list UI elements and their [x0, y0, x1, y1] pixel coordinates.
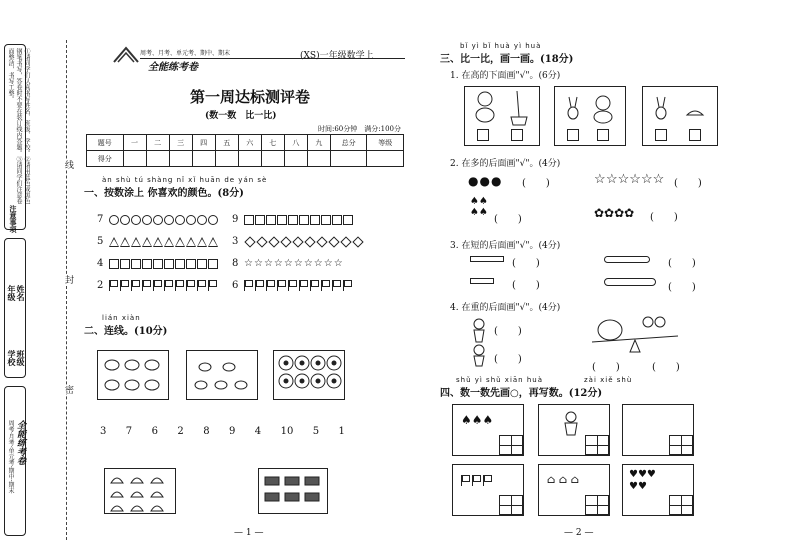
star-shape[interactable]: ☆: [333, 257, 343, 269]
pear-icon: ♠♠♠: [461, 413, 494, 427]
q1-shape-group[interactable]: [109, 237, 219, 247]
flag-shape[interactable]: [164, 280, 173, 291]
q1-shape-group[interactable]: [244, 238, 364, 246]
q1-row-3: [232, 236, 364, 247]
score-cell[interactable]: [192, 151, 215, 167]
diamond-shape[interactable]: [256, 236, 267, 247]
square-shape[interactable]: [153, 259, 163, 269]
answer-paren[interactable]: ( ): [650, 212, 678, 223]
apples-row-icon: ●●●: [468, 174, 503, 188]
diamond-shape[interactable]: [340, 236, 351, 247]
q1-row-9: [232, 214, 354, 225]
square-shape[interactable]: [142, 259, 152, 269]
score-table-head: [87, 135, 404, 151]
diamond-shape[interactable]: [352, 236, 363, 247]
score-cell[interactable]: [261, 151, 284, 167]
header-logo-icon: [112, 44, 140, 64]
page-title: 第一周达标测评卷: [190, 88, 311, 106]
flag-shape[interactable]: [208, 280, 217, 291]
score-cell[interactable]: [215, 151, 238, 167]
triangle-shape[interactable]: [164, 237, 174, 247]
answer-box[interactable]: [567, 129, 579, 141]
q2-numbers: [100, 426, 345, 437]
stars-row-icon: ☆☆☆☆☆: [606, 172, 665, 187]
q2-title: 二、连线。(10分): [84, 326, 168, 337]
triangle-shape[interactable]: [208, 237, 218, 247]
child-seesaw-icon: [470, 318, 488, 368]
diamond-shape[interactable]: [328, 236, 339, 247]
blank-count-box: [622, 404, 694, 456]
cap-picture-box: [104, 468, 176, 514]
header-grade: (XS)一年级数学上: [300, 51, 374, 61]
star-shape[interactable]: ☆: [313, 257, 323, 269]
score-cell[interactable]: [238, 151, 261, 167]
name-label: 姓名: [16, 285, 26, 301]
flag-shape[interactable]: [131, 280, 140, 291]
score-head-cell: 题号: [87, 135, 124, 151]
q1-shape-group[interactable]: [244, 259, 344, 269]
q1-pinyin: àn shù tú shàng nǐ xǐ huān de yán sè: [102, 176, 268, 184]
mushroom-count-box: [538, 464, 610, 516]
circle-shape[interactable]: [142, 215, 152, 225]
answer-box[interactable]: [689, 129, 701, 141]
star-shape[interactable]: ☆: [273, 257, 283, 269]
binding-sidebar: [0, 0, 78, 550]
q1-shape-group[interactable]: [109, 280, 219, 291]
circle-shape[interactable]: [164, 215, 174, 225]
flag-shape[interactable]: [142, 280, 151, 291]
q1-row-number: 6: [232, 280, 239, 291]
q3-sub4: 4. 在重的后面画"√"。(4分): [450, 303, 561, 313]
q1-row-5: [97, 236, 219, 247]
strawberry-icon: ♥♥♥ ♥♥: [629, 469, 656, 492]
answer-paren[interactable]: ( ): [494, 326, 522, 337]
soccer-ball-picture-box: [273, 350, 345, 400]
balance-scale-icon: [590, 312, 680, 356]
q1-row-number: 8: [232, 258, 239, 269]
square-shape[interactable]: [321, 215, 331, 225]
q1-row-6: [232, 280, 354, 291]
q1-title: 一、按数涂上 你喜欢的颜色。(8分): [84, 188, 244, 199]
q1-shape-group[interactable]: [244, 215, 354, 225]
square-shape[interactable]: [277, 215, 287, 225]
score-cell[interactable]: [146, 151, 169, 167]
score-head-cell: 九: [307, 135, 330, 151]
answer-paren[interactable]: ( ): [674, 178, 702, 189]
diamond-shape[interactable]: [268, 236, 279, 247]
circle-shape[interactable]: [197, 215, 207, 225]
seal-secret-label: 密: [63, 385, 73, 394]
score-head-cell: 六: [238, 135, 261, 151]
triangle-shape[interactable]: [153, 237, 163, 247]
exam-time: 时间:60分钟 满分:100分: [318, 125, 401, 133]
square-shape[interactable]: [332, 215, 342, 225]
pencil-long-icon: [470, 256, 504, 262]
q2-number[interactable]: 1: [338, 426, 345, 437]
girl-count-box: [538, 404, 610, 456]
square-shape[interactable]: [131, 259, 141, 269]
q4-pinyin-2: zài xiě shù: [584, 376, 633, 384]
score-cell[interactable]: [169, 151, 192, 167]
answer-box[interactable]: [477, 129, 489, 141]
circle-shape[interactable]: [208, 215, 218, 225]
score-head-cell: 一: [123, 135, 146, 151]
score-head-cell: 七: [261, 135, 284, 151]
answer-paren[interactable]: ( ): [494, 214, 522, 225]
star-shape[interactable]: ☆: [293, 257, 303, 269]
q1-row-7: [97, 214, 219, 225]
q1-row-number: 7: [97, 214, 104, 225]
q2-number[interactable]: 10: [280, 426, 294, 437]
score-head-cell: 总分: [330, 135, 367, 151]
score-cell[interactable]: [284, 151, 307, 167]
star-shape[interactable]: ☆: [323, 257, 333, 269]
circle-shape[interactable]: [175, 215, 185, 225]
circle-shape[interactable]: [120, 215, 130, 225]
q1-row-number: 2: [97, 280, 104, 291]
chocolate-picture-box: [258, 468, 328, 514]
binding-line: [66, 40, 67, 540]
score-head-cell: 等级: [367, 135, 404, 151]
answer-box[interactable]: [511, 129, 523, 141]
pencil-short-icon: [470, 278, 494, 284]
score-table-row: [87, 151, 404, 167]
q1-shape-group[interactable]: [109, 259, 219, 269]
answer-paren[interactable]: ( ): [522, 178, 550, 189]
flag-shape[interactable]: [197, 280, 206, 291]
bear-giraffe-box: [464, 86, 540, 146]
triangle-shape[interactable]: [120, 237, 130, 247]
answer-paren[interactable]: ( ): [512, 280, 540, 291]
school-label: 学校: [7, 350, 17, 366]
flag-shape[interactable]: [175, 280, 184, 291]
square-shape[interactable]: [109, 259, 119, 269]
flag-shape[interactable]: [343, 280, 352, 291]
answer-grid[interactable]: [669, 435, 693, 455]
q3-pinyin: bǐ yì bǐ huà yì huà: [460, 42, 542, 50]
strawberry-count-box: [622, 464, 694, 516]
star-shape[interactable]: ☆: [283, 257, 293, 269]
note-label: 注意事项: [9, 205, 18, 233]
diamond-shape[interactable]: [280, 236, 291, 247]
q3-title: 三、比一比，画一画。(18分): [440, 54, 574, 65]
seal-line-label: 线: [63, 160, 73, 169]
duck-picture-box: [186, 350, 258, 400]
q1-row-number: 3: [232, 236, 239, 247]
flag-shape[interactable]: [153, 280, 162, 291]
star-shape[interactable]: ☆: [263, 257, 273, 269]
square-shape[interactable]: [299, 215, 309, 225]
circle-shape[interactable]: [186, 215, 196, 225]
q2-number[interactable]: 4: [254, 426, 262, 437]
score-head-cell: 三: [169, 135, 192, 151]
flag-shape[interactable]: [109, 280, 118, 291]
triangle-shape[interactable]: [175, 237, 185, 247]
flag-shape[interactable]: [299, 280, 308, 291]
sidebar-brand-sub: 周考·月考·单元考·期中·期末: [7, 420, 14, 494]
rabbit-bird-box: [642, 86, 718, 146]
flag-shape[interactable]: [332, 280, 341, 291]
square-shape[interactable]: [244, 215, 254, 225]
mushroom-icon: ⌂ ⌂ ⌂: [547, 473, 580, 486]
diamond-shape[interactable]: [244, 236, 255, 247]
stars-row-icon: ☆: [594, 172, 606, 187]
square-shape[interactable]: [255, 215, 265, 225]
square-shape[interactable]: [266, 215, 276, 225]
triangle-shape[interactable]: [142, 237, 152, 247]
q2-number[interactable]: 6: [151, 426, 158, 437]
triangle-shape[interactable]: [197, 237, 207, 247]
header-rule: [140, 58, 405, 59]
grade-label: 年级: [7, 285, 17, 301]
q3-sub3: 3. 在短的后面画"√"。(4分): [450, 241, 561, 251]
score-head-cell: 四: [192, 135, 215, 151]
class-label: 班级: [16, 350, 26, 366]
q1-row-8: [232, 258, 344, 269]
score-table: [86, 134, 404, 167]
elephant-picture-box: [97, 350, 169, 400]
flag-count-box: [452, 464, 524, 516]
q2-number[interactable]: 3: [100, 426, 107, 437]
flag-icon: [461, 475, 494, 486]
seal-seal-label: 封: [63, 275, 73, 284]
answer-grid[interactable]: [499, 435, 523, 455]
q3-sub1: 1. 在高的下面画"√"。(6分): [450, 71, 561, 81]
answer-grid[interactable]: [499, 495, 523, 515]
triangle-shape[interactable]: [186, 237, 196, 247]
q4-pinyin-1: shǔ yì shǔ xiān huà: [456, 376, 544, 384]
circle-shape[interactable]: [153, 215, 163, 225]
flag-shape[interactable]: [288, 280, 297, 291]
q1-row-number: 9: [232, 214, 239, 225]
flag-shape[interactable]: [244, 280, 253, 291]
answer-paren[interactable]: ( ): [652, 362, 680, 373]
answer-grid[interactable]: [669, 495, 693, 515]
score-head-cell: 二: [146, 135, 169, 151]
square-shape[interactable]: [164, 259, 174, 269]
score-head-cell: 八: [284, 135, 307, 151]
circle-shape[interactable]: [109, 215, 119, 225]
circle-shape[interactable]: [131, 215, 141, 225]
score-head-cell: 五: [215, 135, 238, 151]
sidebar-brand: 全能练考卷: [15, 420, 25, 465]
q2-number[interactable]: 5: [312, 426, 320, 437]
answer-paren[interactable]: ( ): [592, 362, 620, 373]
answer-paren[interactable]: ( ): [668, 282, 696, 293]
score-row-label: 得分: [87, 151, 124, 167]
q1-row-number: 4: [97, 258, 104, 269]
answer-grid[interactable]: [585, 495, 609, 515]
flag-shape[interactable]: [266, 280, 275, 291]
page-number-left: — 1 —: [234, 528, 264, 538]
flag-shape[interactable]: [120, 280, 129, 291]
flag-shape[interactable]: [277, 280, 286, 291]
q1-shape-group[interactable]: [109, 215, 219, 225]
bitter-melon-icon: [604, 278, 656, 286]
square-shape[interactable]: [310, 215, 320, 225]
cucumber-icon: [604, 256, 650, 263]
q2-number[interactable]: 8: [203, 426, 210, 437]
flag-shape[interactable]: [255, 280, 264, 291]
q1-row-4: [97, 258, 219, 269]
q1-shape-group[interactable]: [244, 280, 354, 291]
diamond-shape[interactable]: [304, 236, 315, 247]
header-tagline: 周考、月考、单元考、期中、期末: [140, 50, 231, 57]
score-cell[interactable]: [367, 151, 404, 167]
answer-box[interactable]: [597, 129, 609, 141]
star-shape[interactable]: ☆: [244, 257, 253, 269]
square-shape[interactable]: [343, 215, 353, 225]
square-shape[interactable]: [175, 259, 185, 269]
flag-shape[interactable]: [310, 280, 319, 291]
flag-shape[interactable]: [186, 280, 195, 291]
pears-row-icon: ♠♠ ♠♠: [470, 196, 488, 218]
triangle-shape[interactable]: [109, 237, 119, 247]
star-shape[interactable]: ☆: [303, 257, 313, 269]
score-cell[interactable]: [330, 151, 367, 167]
square-shape[interactable]: [186, 259, 196, 269]
q2-number[interactable]: 2: [177, 426, 184, 437]
instructions-text: ①请同学们认真书写姓名、班级、学校。②请用蓝色或黑色钢笔书写，答卷时不要在装订线内答题。③请同学们注意卷面整洁，书写工整。: [7, 48, 30, 204]
q2-number[interactable]: 7: [125, 426, 133, 437]
score-cell[interactable]: [307, 151, 330, 167]
girl-icon: [561, 411, 581, 437]
page-subtitle: (数一数 比一比): [205, 111, 277, 121]
answer-paren[interactable]: ( ): [668, 258, 696, 269]
square-shape[interactable]: [120, 259, 130, 269]
page-number-right: — 2 —: [564, 528, 594, 538]
rabbit-bear-box: [554, 86, 626, 146]
square-shape[interactable]: [208, 259, 218, 269]
square-shape[interactable]: [197, 259, 207, 269]
diamond-shape[interactable]: [292, 236, 303, 247]
answer-paren[interactable]: ( ): [494, 354, 522, 365]
flowers-row-icon: ✿✿✿✿: [594, 206, 635, 220]
q1-row-number: 5: [97, 236, 104, 247]
q4-title: 四、数一数先画○，再写数。(12分): [440, 388, 603, 399]
answer-grid[interactable]: [585, 435, 609, 455]
flag-shape[interactable]: [321, 280, 330, 291]
header-brand: 全能练考卷: [148, 62, 198, 73]
star-shape[interactable]: ☆: [253, 257, 263, 269]
answer-paren[interactable]: ( ): [512, 258, 540, 269]
q2-pinyin: lián xiàn: [102, 314, 141, 322]
triangle-shape[interactable]: [131, 237, 141, 247]
answer-box[interactable]: [655, 129, 667, 141]
q2-number[interactable]: 9: [228, 426, 236, 437]
q1-row-2: [97, 280, 219, 291]
square-shape[interactable]: [288, 215, 298, 225]
diamond-shape[interactable]: [316, 236, 327, 247]
q3-sub2: 2. 在多的后面画"√"。(4分): [450, 159, 561, 169]
score-cell[interactable]: [123, 151, 146, 167]
pear-count-box: [452, 404, 524, 456]
